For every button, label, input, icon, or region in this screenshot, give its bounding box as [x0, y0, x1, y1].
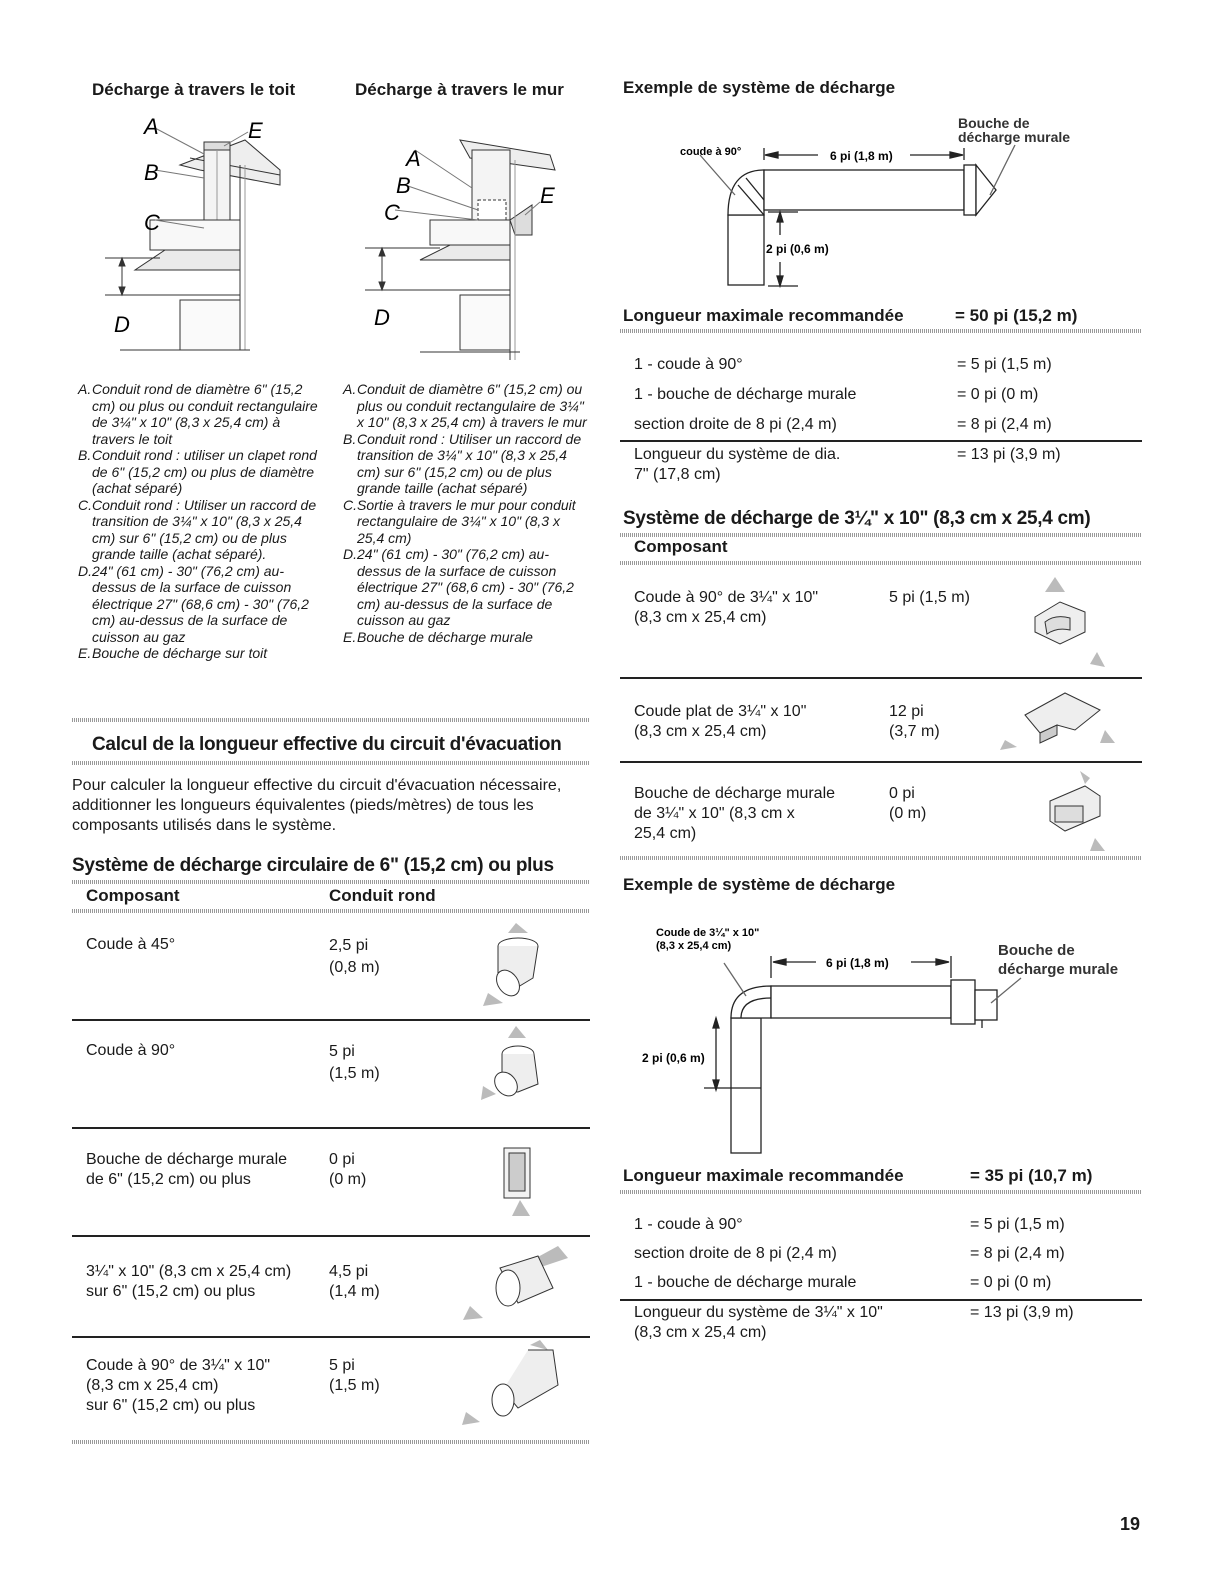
round-row-len: 5 pi (1,5 m)	[329, 1357, 380, 1394]
example2-max-label: Longueur maximale recommandée	[623, 1166, 904, 1185]
divider	[620, 1190, 1142, 1194]
transition-icon	[458, 1238, 578, 1328]
example2-total-name: Longueur du système de 3¼" x 10" (8,3 cm x 25,4 cm)	[634, 1304, 883, 1341]
example2-elbow-label-2: (8,3 x 25,4 cm)	[656, 940, 732, 952]
divider	[72, 880, 590, 884]
example2-item-name: 1 - coude à 90°	[634, 1216, 743, 1233]
roof-legend-item: E.Bouche de décharge sur toit	[78, 645, 268, 661]
example2-cap-label-2: décharge murale	[998, 961, 1119, 978]
example2-max-value: = 35 pi (10,7 m)	[970, 1166, 1093, 1185]
example2-run-label: 6 pi (1,8 m)	[826, 956, 889, 970]
example1-item-name: 1 - bouche de décharge murale	[634, 386, 857, 403]
roof-label-d: D	[114, 312, 130, 337]
example2-item-value: = 0 pi (0 m)	[970, 1274, 1052, 1291]
example1-max-label: Longueur maximale recommandée	[623, 306, 904, 325]
example1-cap-label-1: Bouche de	[958, 115, 1030, 131]
example2-diagram	[636, 918, 1136, 1158]
example1-total-value: = 13 pi (3,9 m)	[957, 446, 1061, 463]
round-row-name: 3¼" x 10" (8,3 cm x 25,4 cm) sur 6" (15,2 cm) ou plus	[86, 1263, 292, 1300]
divider	[72, 1336, 590, 1338]
example1-run-label: 6 pi (1,8 m)	[830, 149, 893, 163]
calc-body: Pour calculer la longueur effective du circuit d'évacuation nécessaire, additionner les longueurs équivalentes (pieds/mètres) de tous les composants utilisés dans le système.	[72, 777, 562, 834]
example1-diagram	[640, 110, 1110, 300]
example1-max-value: = 50 pi (15,2 m)	[955, 306, 1078, 325]
rect-row-name: Coude plat de 3¼" x 10" (8,3 cm x 25,4 cm)	[634, 703, 807, 740]
rect-row-name: Coude à 90° de 3¼" x 10" (8,3 cm x 25,4 cm)	[634, 589, 819, 626]
divider	[72, 1127, 590, 1129]
wall-legend-item: C.Sortie à travers le mur pour conduit rectangulaire de 3¼" x 10" (8,3 x 25,4 cm)	[343, 496, 576, 546]
example2-rise-label: 2 pi (0,6 m)	[642, 1051, 705, 1065]
divider	[620, 440, 1142, 442]
divider	[72, 1235, 590, 1237]
wall-vent-diagram	[360, 110, 575, 370]
rect-row-len: 12 pi (3,7 m)	[889, 703, 940, 740]
divider	[620, 677, 1142, 679]
round-row-len: 4,5 pi (1,4 m)	[329, 1263, 380, 1300]
round-col-duct: Conduit rond	[329, 886, 436, 905]
divider	[620, 329, 1142, 333]
divider	[72, 1019, 590, 1021]
divider	[620, 856, 1142, 860]
example1-rise-label: 2 pi (0,6 m)	[766, 242, 829, 256]
roof-label-c: C	[144, 210, 160, 235]
example2-item-value: = 5 pi (1,5 m)	[970, 1216, 1065, 1233]
roof-legend	[78, 381, 323, 662]
wall-label-b: B	[396, 173, 411, 198]
rect-row-name: Bouche de décharge murale de 3¼" x 10" (8,3 cm x 25,4 cm)	[634, 785, 836, 842]
example1-cap-label-2: décharge murale	[958, 129, 1071, 145]
example2-item-name: 1 - bouche de décharge murale	[634, 1274, 857, 1291]
wall-label-d: D	[374, 305, 390, 330]
round-row-name: Coude à 90°	[86, 1042, 176, 1059]
roof-heading: Décharge à travers le toit	[92, 80, 296, 99]
roof-legend-item: B.Conduit rond : utiliser un clapet rond de 6" (15,2 cm) ou plus de diamètre (achat séparé)	[78, 447, 317, 496]
example2-total-value: = 13 pi (3,9 m)	[970, 1304, 1074, 1321]
flat-elbow-icon	[995, 685, 1125, 755]
wall-label-c: C	[384, 200, 400, 225]
round-col-component: Composant	[86, 886, 180, 905]
round-row-name: Bouche de décharge murale de 6" (15,2 cm) ou plus	[86, 1151, 288, 1188]
wall-label-e: E	[540, 183, 555, 208]
example1-heading: Exemple de système de décharge	[623, 78, 896, 97]
rect-row-len: 5 pi (1,5 m)	[889, 589, 970, 606]
roof-vent-diagram	[100, 110, 300, 370]
example2-cap-label-1: Bouche de	[998, 942, 1075, 959]
wall-label-a: A	[406, 146, 421, 171]
example1-total-name: Longueur du système de dia. 7" (17,8 cm)	[634, 446, 841, 483]
roof-legend-item: D.24" (61 cm) - 30" (76,2 cm) au-dessus de la surface de cuisson électrique 27" (68,6 cm) - 30" (76,2 cm) au-dessus de la surface de cuisson au gaz	[78, 562, 309, 645]
example2-elbow-label-1: Coude de 3¼" x 10"	[656, 927, 760, 939]
divider	[620, 761, 1142, 763]
example1-item-value: = 5 pi (1,5 m)	[957, 356, 1052, 373]
wall-legend	[343, 381, 588, 645]
rect-elbow-icon	[1005, 572, 1115, 672]
example2-heading: Exemple de système de décharge	[623, 875, 896, 894]
wall-legend-item: E.Bouche de décharge murale	[343, 628, 533, 645]
example1-elbow-label: coude à 90°	[680, 146, 742, 158]
elbow-45-icon	[478, 918, 568, 1008]
divider	[620, 561, 1142, 565]
page-number: 19	[1120, 1514, 1141, 1534]
rect-row-len: 0 pi (0 m)	[889, 785, 927, 822]
round-row-len: 5 pi (1,5 m)	[329, 1043, 380, 1082]
roof-label-b: B	[144, 160, 159, 185]
example2-item-name: section droite de 8 pi (2,4 m)	[634, 1245, 837, 1262]
round-heading: Système de décharge circulaire de 6" (15,2 cm) ou plus	[72, 855, 554, 876]
round-row-name: Coude à 45°	[86, 936, 176, 953]
elbow-transition-icon	[458, 1340, 578, 1430]
calc-heading: Calcul de la longueur effective du circuit d'évacuation	[92, 734, 562, 755]
roof-legend-item: A.Conduit rond de diamètre 6" (15,2 cm) ou plus ou conduit rectangulaire de 3¼" x 10" (8,3 x 25,4 cm) à travers le toit	[78, 381, 318, 447]
divider	[620, 1299, 1142, 1301]
wall-legend-item: D.24" (61 cm) - 30" (76,2 cm) au-dessus de la surface de cuisson électrique 27" (68,6 cm) - 30" (76,2 cm) au-dessus de la surface de cuisson au gaz	[343, 546, 574, 628]
wall-legend-item: A.Conduit de diamètre 6" (15,2 cm) ou plus ou conduit rectangulaire de 3¼" x 10" (8,3 x 25,4 cm) à travers le mur	[343, 381, 587, 430]
divider	[72, 909, 590, 913]
rect-col-component: Composant	[634, 537, 728, 556]
rect-heading: Système de décharge de 3¼" x 10" (8,3 cm x 25,4 cm)	[623, 508, 1091, 529]
divider	[72, 1440, 590, 1444]
divider	[72, 761, 590, 765]
round-row-len: 2,5 pi (0,8 m)	[329, 937, 380, 976]
rect-wall-cap-icon	[1025, 766, 1115, 856]
divider	[72, 718, 590, 722]
roof-label-a: A	[144, 114, 159, 139]
round-row-len: 0 pi (0 m)	[329, 1151, 367, 1188]
example2-item-value: = 8 pi (2,4 m)	[970, 1245, 1065, 1262]
example1-item-value: = 0 pi (0 m)	[957, 386, 1039, 403]
wall-heading: Décharge à travers le mur	[355, 80, 564, 99]
example1-item-value: = 8 pi (2,4 m)	[957, 416, 1052, 433]
roof-label-e: E	[248, 118, 263, 143]
roof-legend-item: C.Conduit rond : Utiliser un raccord de transition de 3¼" x 10" (8,3 x 25,4 cm) sur 6" (15,2 cm) ou de plus grande taille (achat séparé).	[78, 496, 317, 562]
round-row-name: Coude à 90° de 3¼" x 10" (8,3 cm x 25,4 cm) sur 6" (15,2 cm) ou plus	[86, 1357, 271, 1414]
example1-item-name: section droite de 8 pi (2,4 m)	[634, 416, 837, 433]
elbow-90-icon	[478, 1024, 568, 1114]
wall-cap-icon	[492, 1138, 552, 1228]
wall-legend-item: B.Conduit rond : Utiliser un raccord de transition de 3¼" x 10" (8,3 x 25,4 cm) sur 6" (15,2 cm) ou de plus grande taille (achat séparé)	[343, 430, 582, 496]
example1-item-name: 1 - coude à 90°	[634, 356, 743, 373]
